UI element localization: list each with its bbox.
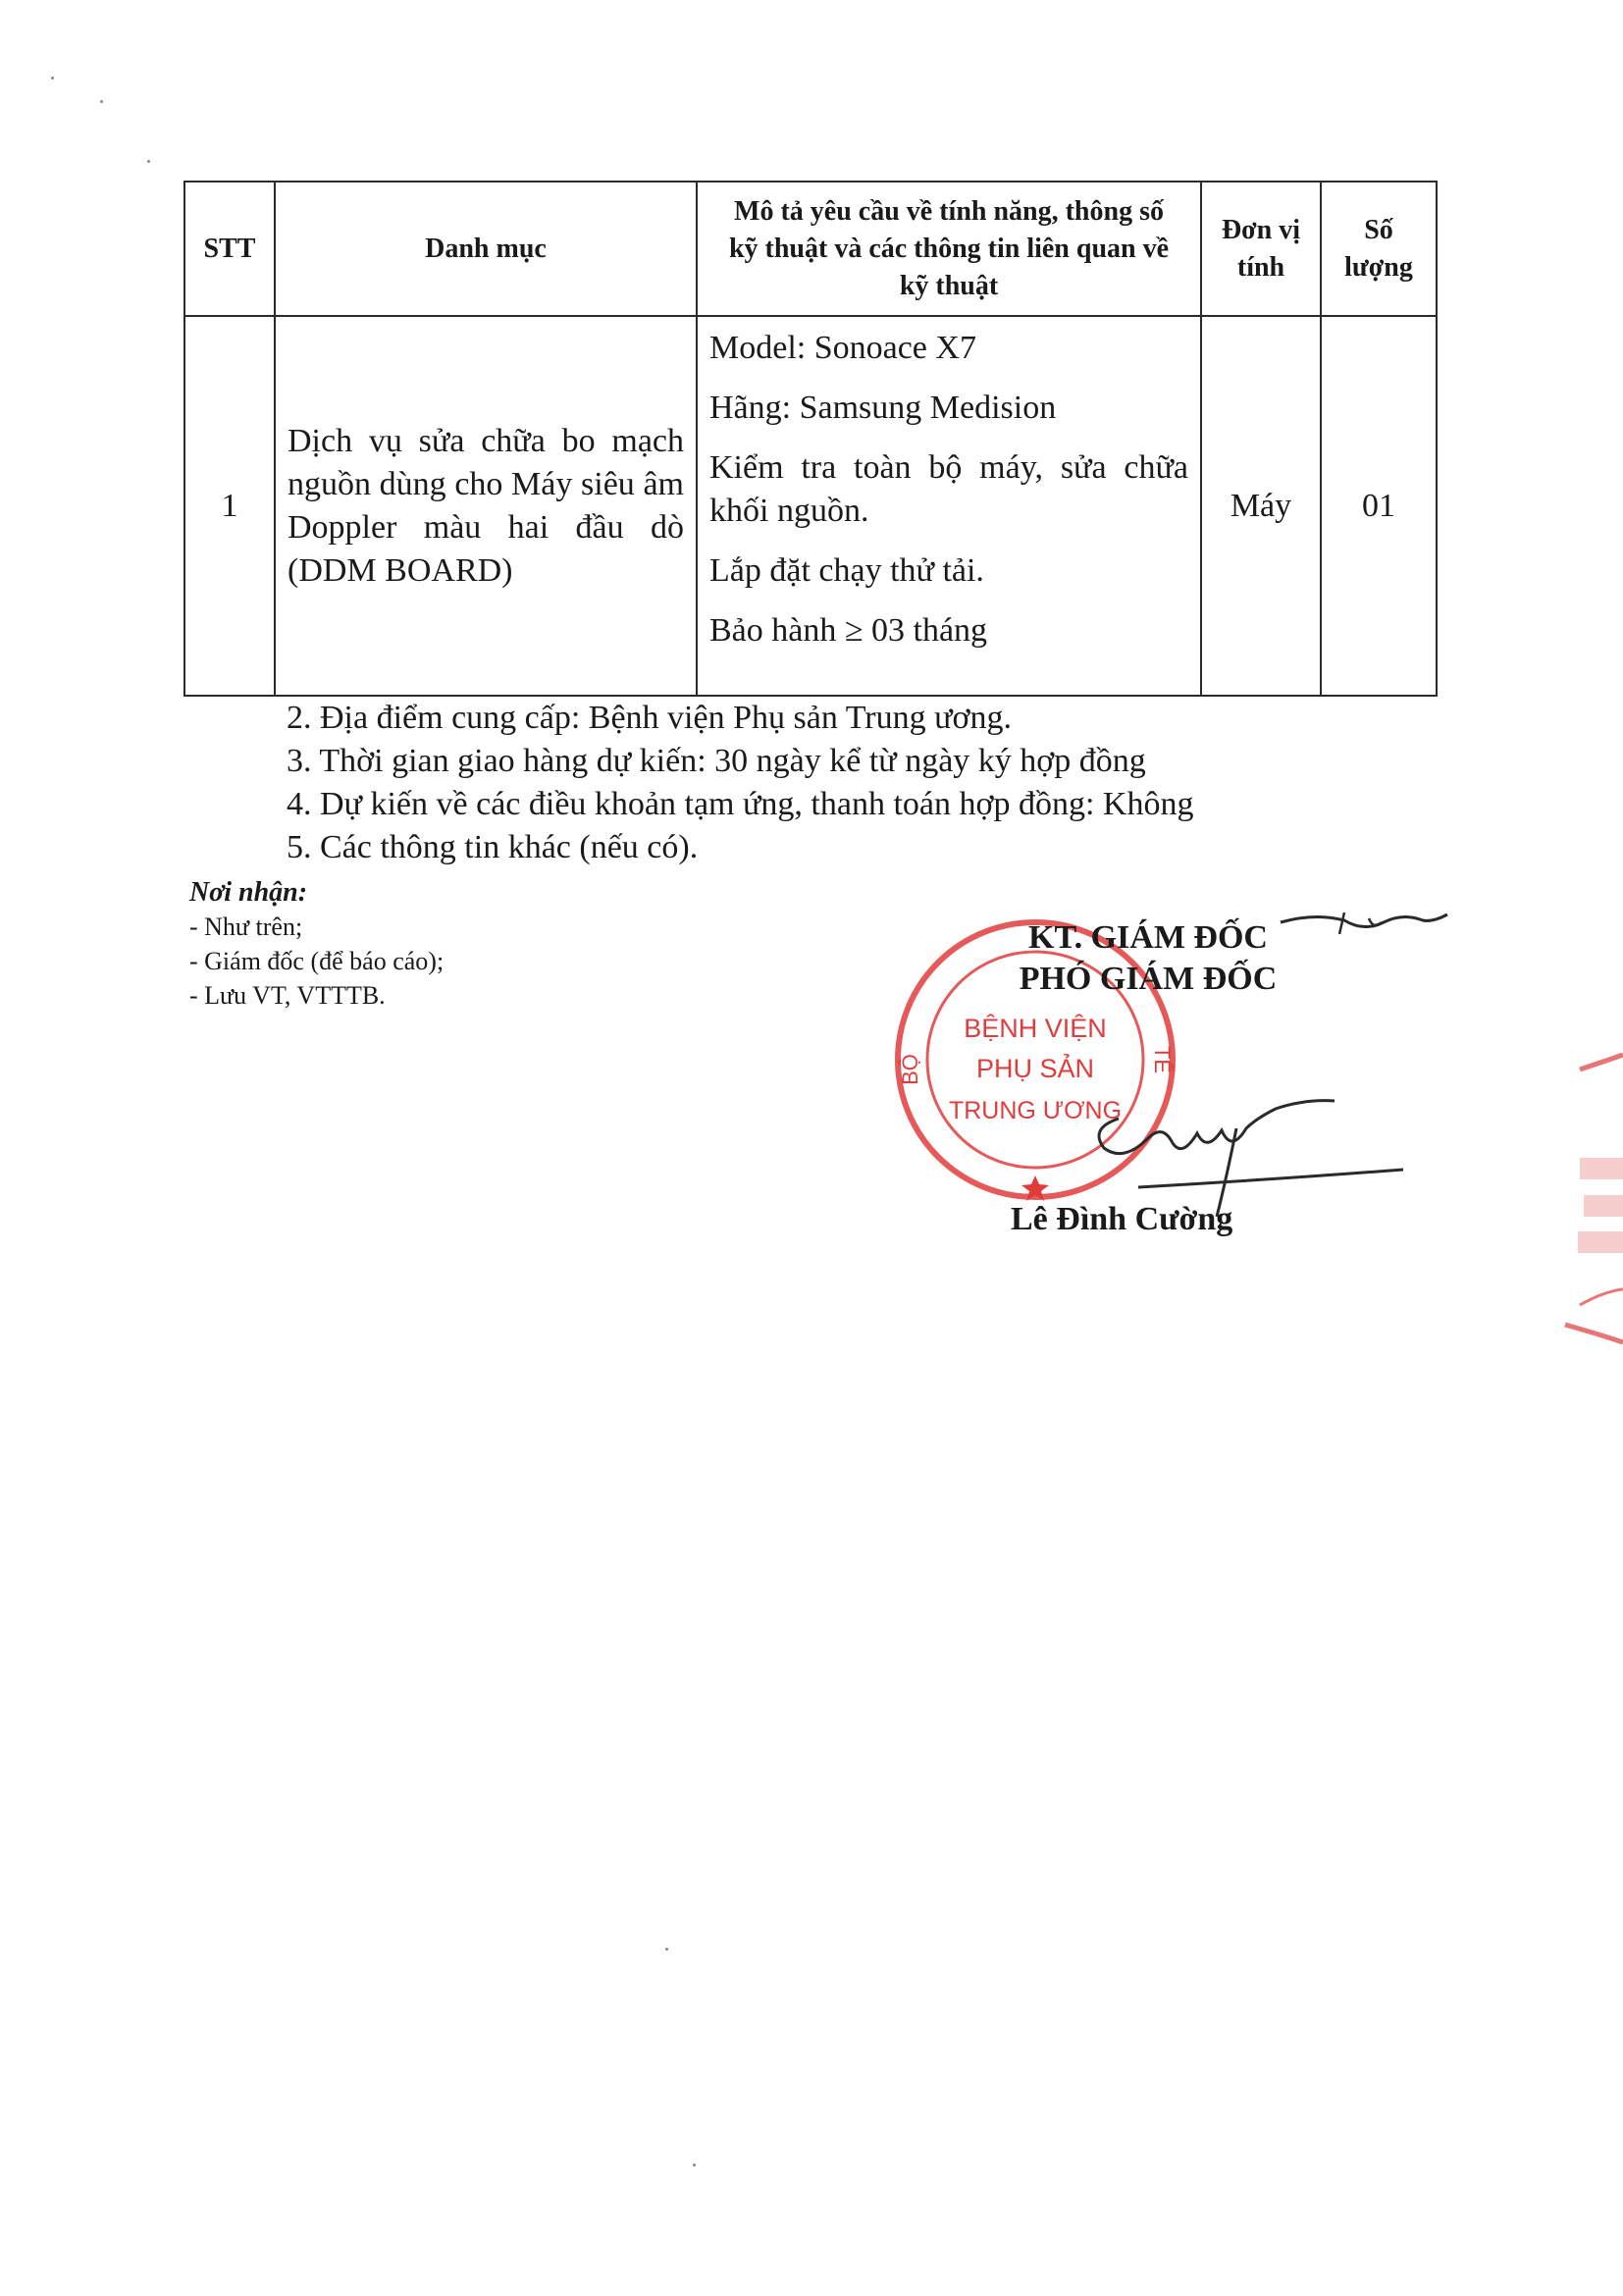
desc-model: Model: Sonoace X7 — [709, 330, 976, 366]
header-stt: STT — [184, 182, 275, 316]
desc-kiem-tra: Kiểm tra toàn bộ máy, sửa chữa khối nguồn. — [709, 449, 1188, 529]
scan-speck — [665, 1948, 668, 1951]
initial-mark — [1276, 893, 1452, 952]
specification-table — [183, 181, 1438, 697]
header-so-luong: Số lượng — [1321, 182, 1437, 316]
scan-speck — [51, 77, 54, 79]
recipient-item: - Giám đốc (để báo cáo); — [189, 947, 445, 975]
stamp-line-1: BỆNH VIỆN — [964, 1014, 1107, 1043]
signer-name: Lê Đình Cường — [1011, 1201, 1233, 1237]
note-item: 5. Các thông tin khác (nếu có). — [287, 829, 699, 865]
cell-don-vi: Máy — [1201, 316, 1321, 696]
table-row — [184, 316, 1437, 696]
desc-hang: Hãng: Samsung Medision — [709, 390, 1057, 426]
note-item: 2. Địa điểm cung cấp: Bệnh viện Phụ sản Trung ương. — [287, 700, 1013, 736]
desc-bao-hanh: Bảo hành ≥ 03 tháng — [709, 612, 988, 649]
header-don-vi: Đơn vị tính — [1201, 182, 1321, 316]
desc-lap-dat: Lắp đặt chạy thử tải. — [709, 552, 984, 589]
signer-title-line-2: PHÓ GIÁM ĐỐC — [1019, 961, 1278, 997]
stamp-edge-fragment — [1550, 1030, 1623, 1364]
note-item: 3. Thời gian giao hàng dự kiến: 30 ngày kể từ ngày ký hợp đồng — [287, 743, 1146, 779]
scan-speck — [693, 2164, 696, 2166]
signer-title-line-1: KT. GIÁM ĐỐC — [1028, 919, 1268, 956]
stamp-line-3: TRUNG ƯƠNG — [948, 1097, 1123, 1124]
cell-so-luong: 01 — [1321, 316, 1437, 696]
signer-title — [981, 917, 1315, 1000]
cell-stt: 1 — [184, 316, 275, 696]
table-header-row — [184, 182, 1437, 316]
recipients-block — [189, 875, 444, 1013]
cell-danh-muc: Dịch vụ sửa chữa bo mạch nguồn dùng cho Máy siêu âm Doppler màu hai đầu dò (DDM BOARD) — [275, 316, 697, 696]
cell-mo-ta — [697, 316, 1201, 696]
recipient-item: - Như trên; — [189, 913, 303, 941]
header-mo-ta: Mô tả yêu cầu về tính năng, thông số kỹ thuật và các thông tin liên quan về kỹ thuật — [697, 182, 1201, 316]
recipient-item: - Lưu VT, VTTTB. — [189, 981, 386, 1010]
stamp-left-char: BỘ — [898, 1054, 922, 1085]
scan-speck — [147, 160, 150, 163]
notes-list — [287, 697, 1193, 869]
stamp-right-char: TẾ — [1150, 1045, 1175, 1074]
header-danh-muc: Danh mục — [275, 182, 697, 316]
stamp-line-2: PHỤ SẢN — [975, 1054, 1095, 1083]
scan-speck — [100, 100, 103, 103]
note-item: 4. Dự kiến về các điều khoản tạm ứng, thanh toán hợp đồng: Không — [287, 786, 1194, 822]
recipients-title: Nơi nhận: — [189, 877, 308, 908]
